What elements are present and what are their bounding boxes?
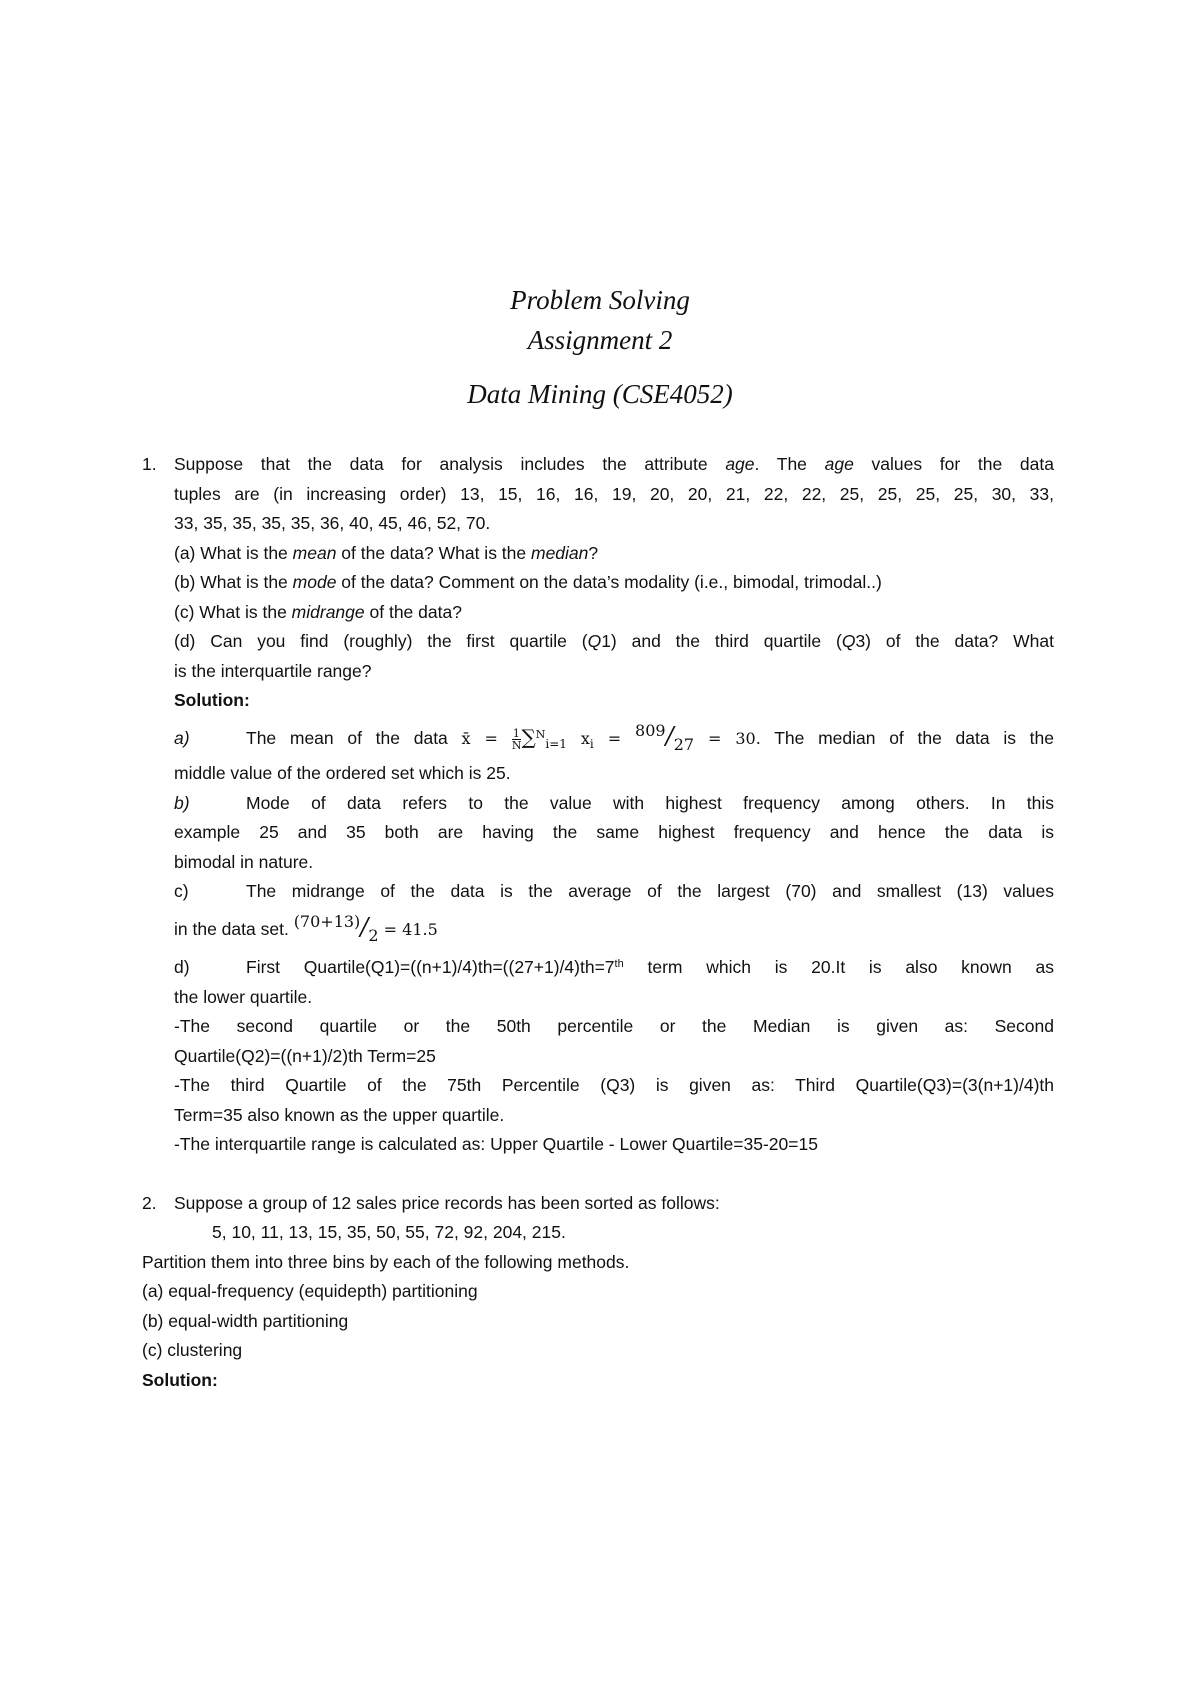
solution-c-line-2: in the data set. (70+13)/2 = 41.5 [174,911,438,945]
question-1-line-3: 33, 35, 35, 35, 35, 36, 40, 45, 46, 52, 70. [174,513,491,533]
question-2-number: 2. [142,1192,157,1213]
solution-c-label: c) [174,881,189,901]
solution-d-line-2: the lower quartile. [174,986,313,1007]
question-1-number: 1. [142,454,157,474]
solution-b-line-3: bimodal in nature. [174,851,314,872]
midrange-formula: (70+13)/2 = 41.5 [293,911,438,945]
question-1-line-2: tuples are (in increasing order) 13, 15, 16, 16, 19, 20, 20, 21, 22, 22, 25, 25, 25, 25, 30, 33, [174,483,1054,504]
solution-d-line-3: -The second quartile or the 50th percentile or the Median is given as: Second [174,1016,1054,1036]
solution-label-1: Solution: [174,690,250,710]
solution-b-line-1: b) Mode of data refers to the value with highest frequency among others. In this [174,789,1054,819]
solution-label-2: Solution: [142,1369,218,1390]
solution-d-line-4: Quartile(Q2)=((n+1)/2)th Term=25 [174,1045,436,1066]
solution-c-line-1: c) The midrange of the data is the average of the largest (70) and smallest (13) values [174,877,1054,907]
solution-d-line-5: -The third Quartile of the 75th Percentile (Q3) is given as: Third Quartile(Q3)=(3(n+1)/4)th [174,1075,1054,1095]
question-2-line-1: 2. Suppose a group of 12 sales price records has been sorted as follows: [174,1189,1054,1219]
question-1-part-d-cont: is the interquartile range? [174,660,372,681]
question-1-part-a: (a) What is the mean of the data? What is the median? [174,542,599,563]
solution-d-line-7: -The interquartile range is calculated as: Upper Quartile - Lower Quartile=35-20=15 [174,1134,818,1154]
solution-d-line-6: Term=35 also known as the upper quartile. [174,1104,505,1125]
question-1-part-d: (d) Can you find (roughly) the first quartile (Q1) and the third quartile (Q3) of the data? What [174,631,1054,651]
question-1-part-c: (c) What is the midrange of the data? [174,601,462,622]
mean-formula: x̄ = $\frac{1}{N}$ ∑$^N_{i=1}$ $x_i = 809/27 = 30$. [461,720,761,754]
solution-a-line-1: a) The mean of the data x̄ = $\frac{1}{N}$ ∑$^N_{i=1}$ $x_i = 809/27 = 30$. The median of the data is the [174,720,1055,754]
section-spacer [174,1160,1054,1189]
solution-b-line-2: example 25 and 35 both are having the same highest frequency and hence the data is [174,822,1054,842]
title-line-1: Problem Solving [510,285,690,315]
solution-a-line-2: middle value of the ordered set which is 25. [174,763,511,783]
solution-a-label: a) [174,727,190,748]
document-body [142,450,1055,1395]
title-line-2: Assignment 2 [527,325,673,355]
question-2-part-c: (c) clustering [142,1340,243,1360]
question-2-part-b: (b) equal-width partitioning [142,1310,349,1331]
question-2-partition: Partition them into three bins by each of the following methods. [142,1251,630,1272]
solution-d-label: d) [174,957,190,977]
course-title: Data Mining (CSE4052) [467,379,733,409]
title-block [0,280,1200,414]
question-2-part-a: (a) equal-frequency (equidepth) partitioning [142,1281,478,1301]
solution-d-line-1: d) First Quartile(Q1)=((n+1)/4)th=((27+1)/4)th=7th term which is 20.It is also known as [174,950,1054,983]
question-1-part-b: (b) What is the mode of the data? Comment on the data’s modality (i.e., bimodal, trimodal..) [174,572,882,592]
question-1-line-1: 1. Suppose that the data for analysis includes the attribute age. The age values for the data [174,450,1054,480]
question-2-values: 5, 10, 11, 13, 15, 35, 50, 55, 72, 92, 204, 215. [212,1222,566,1242]
solution-b-label: b) [174,792,190,813]
